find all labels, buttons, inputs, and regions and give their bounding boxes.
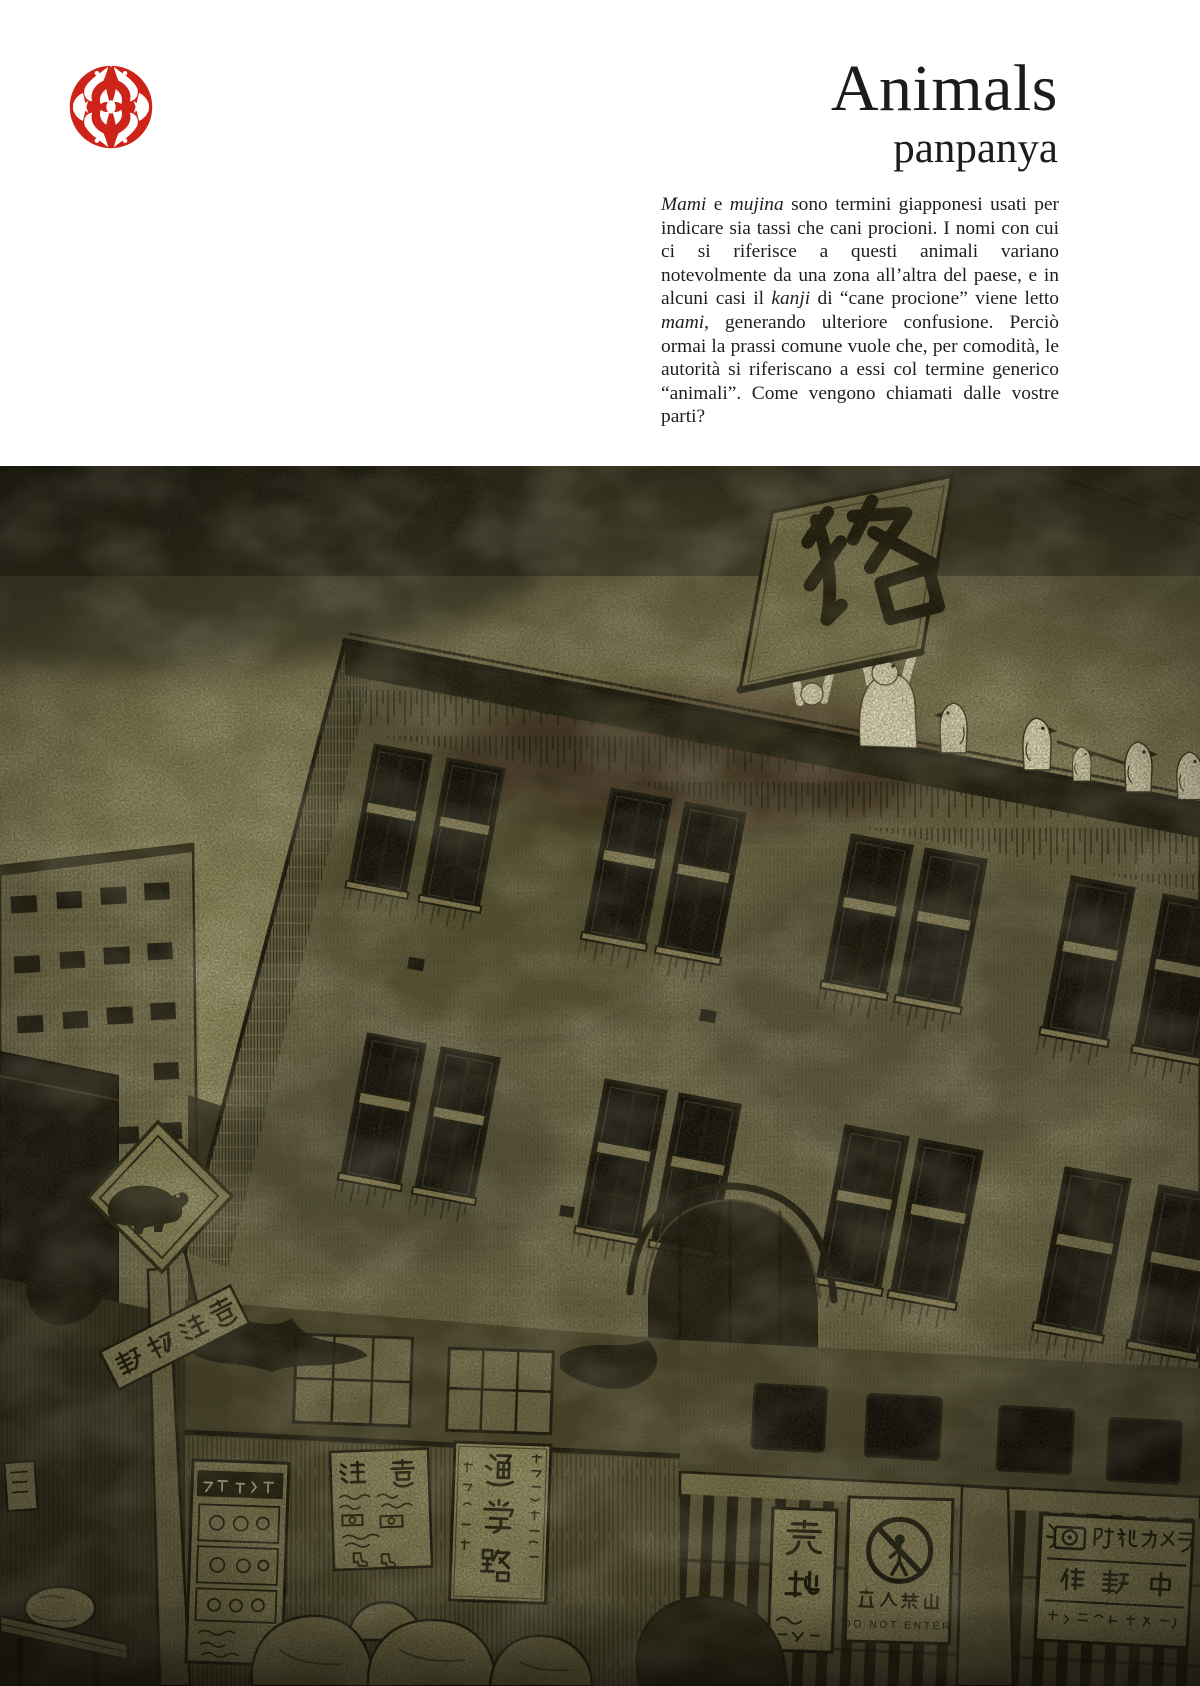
header xyxy=(830,52,1058,173)
logo-ornament xyxy=(70,63,153,148)
author-name: panpanya xyxy=(893,125,1058,173)
book-title: Animals xyxy=(830,52,1058,125)
cover-illustration xyxy=(0,466,1200,1686)
publisher-logo-icon xyxy=(66,60,156,152)
vignette xyxy=(0,466,1200,1686)
intro-paragraph: Mami e mujina sono termini giapponesi usati per indicare sia tassi che cani procioni. I nomi con cui ci si riferisce a questi animali variano notevolmente da una zona all’altra del paese, e in alcuni casi il kanji di “cane procione” viene letto mami, generando ulteriore confusione. Perciò ormai la prassi comune vuole che, per comodità, le autorità si riferiscano a essi col termine generico “animali”. Come vengono chiamati dalle vostre parti? xyxy=(661,194,1060,428)
